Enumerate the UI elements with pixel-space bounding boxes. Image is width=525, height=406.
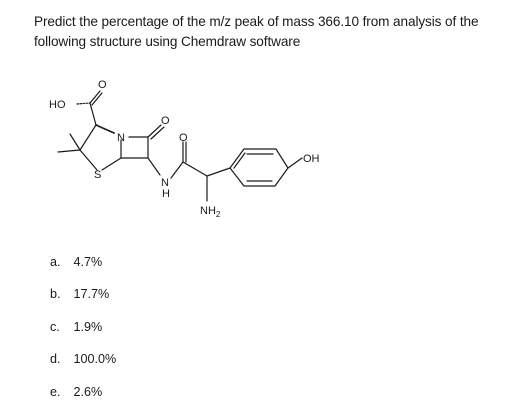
choice-letter: e.	[50, 385, 61, 399]
atom-s: S	[94, 169, 102, 181]
atom-ho: HO	[49, 99, 66, 111]
atom-o-amide: O	[179, 132, 188, 144]
choice-letter: c.	[50, 320, 60, 334]
choice-value: 17.7%	[73, 287, 110, 301]
choice-e[interactable]	[50, 385, 102, 399]
atom-nh2: $NH_2$	[200, 205, 221, 219]
atom-n-amide: N	[161, 177, 169, 189]
atom-h-amide: H	[162, 188, 170, 200]
question-line-1: Predict the percentage of the m/z peak of mass 366.10 from analysis of the	[34, 14, 479, 29]
choice-a[interactable]	[50, 255, 102, 269]
choice-b[interactable]	[50, 287, 109, 301]
choice-letter: a.	[50, 255, 61, 269]
choice-value: 2.6%	[73, 385, 103, 399]
choice-d[interactable]	[50, 352, 116, 366]
choice-c[interactable]	[50, 320, 102, 334]
choice-value: 100.0%	[73, 352, 117, 366]
choice-letter: b.	[50, 287, 61, 301]
answer-choices	[50, 0, 250, 406]
atom-oh: OH	[303, 153, 320, 165]
atom-n-ring: N	[117, 132, 125, 144]
choice-value: 4.7%	[73, 255, 103, 269]
question-line-2: following structure using Chemdraw software	[34, 34, 301, 49]
atom-o-lactam: O	[161, 115, 170, 127]
choice-letter: d.	[50, 352, 61, 366]
atom-o-acid: O	[98, 79, 107, 91]
choice-value: 1.9%	[73, 320, 103, 334]
